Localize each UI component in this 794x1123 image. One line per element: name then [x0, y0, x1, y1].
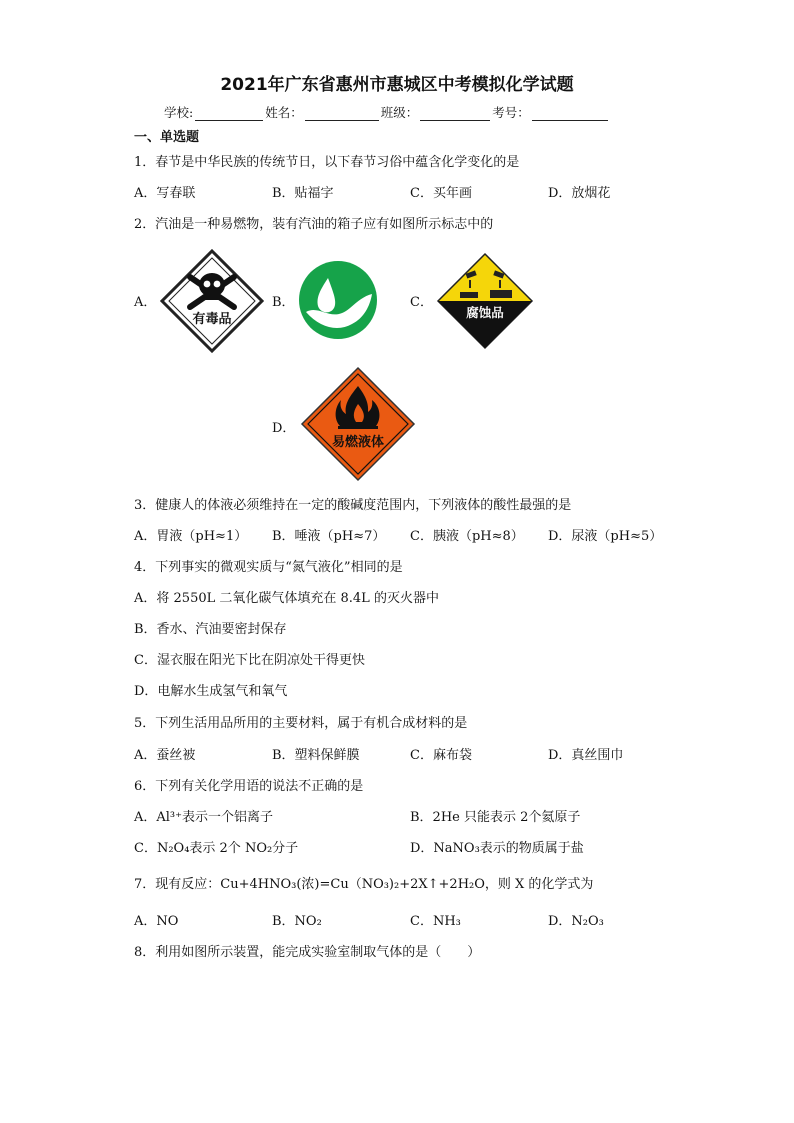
question-5-stem: 5．下列生活用品所用的主要材料，属于有机合成材料的是 — [134, 716, 468, 731]
question-7-option-a: A．NO — [134, 914, 179, 929]
question-4-option-c: C．湿衣服在阳光下比在阴凉处干得更快 — [134, 653, 365, 668]
question-3-option-a: A．胃液（pH≈1） — [134, 529, 248, 544]
question-4-option-a: A．将 2550L 二氧化碳气体填充在 8.4L 的灭火器中 — [134, 591, 439, 606]
question-7-option-b: B．NO₂ — [272, 914, 322, 929]
question-1-option-a: A．写春联 — [134, 186, 196, 201]
question-7-option-d: D．N₂O₃ — [548, 914, 604, 929]
question-8-stem: 8．利用如图所示装置，能完成实验室制取气体的是（ ） — [134, 945, 481, 960]
question-7-stem: 7．现有反应：Cu+4HNO₃(浓)=Cu（NO₃)₂+2X↑+2H₂O，则 X 的化学式为 — [134, 877, 594, 892]
question-5-option-d: D．真丝围巾 — [548, 748, 624, 763]
question-2-label-b: B． — [272, 295, 295, 310]
flammable-sign-text: 易燃液体 — [331, 435, 385, 450]
name-blank — [305, 106, 379, 121]
corrosive-sign-text: 腐蚀品 — [466, 305, 504, 320]
question-2-label-d: D． — [272, 421, 296, 436]
question-1-option-b: B．贴福字 — [272, 186, 334, 201]
question-6-stem: 6．下列有关化学用语的说法不正确的是 — [134, 779, 364, 794]
toxic-sign-text: 有毒品 — [192, 312, 232, 327]
student-info-row — [164, 103, 610, 121]
question-3-option-c: C．胰液（pH≈8） — [410, 529, 524, 544]
question-7-option-c: C．NH₃ — [410, 914, 461, 929]
class-label: 班级： — [380, 105, 419, 120]
question-5-option-b: B．塑料保鲜膜 — [272, 748, 360, 763]
question-6-option-d: D．NaNO₃表示的物质属于盐 — [410, 841, 584, 856]
school-blank — [195, 106, 263, 121]
exam-no-blank — [532, 106, 608, 121]
exam-no-label: 考号： — [492, 105, 530, 120]
name-label: 姓名： — [265, 105, 303, 120]
section-title: 一、单选题 — [134, 130, 200, 145]
toxic-sign-icon — [160, 249, 264, 353]
question-2-label-a: A． — [134, 295, 157, 310]
school-label: 学校: — [164, 105, 194, 120]
question-3-option-b: B．唾液（pH≈7） — [272, 529, 386, 544]
question-1-option-c: C．买年画 — [410, 186, 472, 201]
question-4-option-b: B．香水、汽油要密封保存 — [134, 622, 287, 637]
question-3-stem: 3．健康人的体液必须维持在一定的酸碱度范围内，下列液体的酸性最强的是 — [134, 498, 572, 513]
question-2-stem: 2．汽油是一种易燃物，装有汽油的箱子应有如图所示标志中的 — [134, 217, 494, 232]
question-4-option-d: D．电解水生成氢气和氧气 — [134, 684, 288, 699]
question-2-label-c: C． — [410, 295, 433, 310]
corrosive-sign-icon — [436, 252, 534, 350]
question-5-option-c: C．麻布袋 — [410, 748, 472, 763]
question-6-option-b: B．2He 只能表示 2个氦原子 — [410, 810, 581, 825]
green-environment-sign-icon — [298, 260, 378, 340]
question-1-option-d: D．放烟花 — [548, 186, 611, 201]
flammable-liquid-sign-icon — [300, 366, 416, 482]
question-4-stem: 4．下列事实的微观实质与“氮气液化”相同的是 — [134, 560, 403, 575]
question-6-option-c: C．N₂O₄表示 2个 NO₂分子 — [134, 841, 299, 856]
exam-title: 2021年广东省惠州市惠城区中考模拟化学试题 — [220, 75, 574, 95]
question-3-option-d: D．尿液（pH≈5） — [548, 529, 663, 544]
class-blank — [420, 106, 490, 121]
question-1-stem: 1．春节是中华民族的传统节日，以下春节习俗中蕴含化学变化的是 — [134, 155, 520, 170]
question-5-option-a: A．蚕丝被 — [134, 748, 196, 763]
question-6-option-a: A．Al³⁺表示一个铝离子 — [134, 810, 274, 825]
